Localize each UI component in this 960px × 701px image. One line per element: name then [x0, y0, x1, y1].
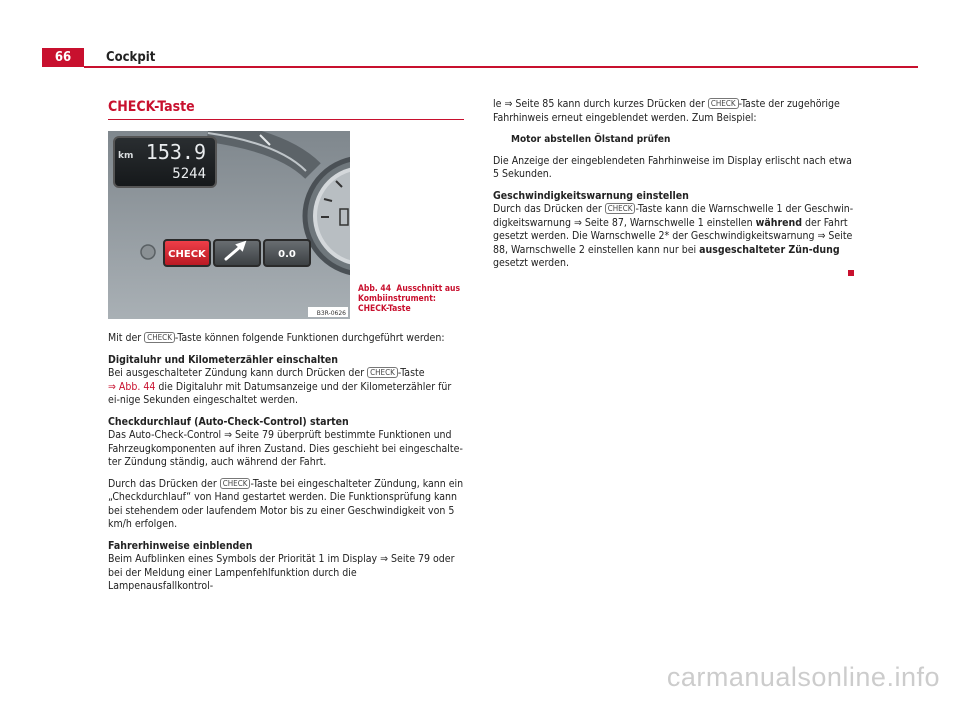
figure-code: B3R-0626: [316, 310, 346, 317]
check-key: CHECK: [605, 203, 636, 214]
subheading-speed-warning: Geschwindigkeitswarnung einstellen: [493, 189, 689, 202]
paragraph-digital-clock: Bei ausgeschalteter Zündung kann durch Drücken der CHECK -Taste ⇒ Abb. 44 die Digitaluhr mit Datumsanzeige und der Kilometerzähler für ei-nige Sekunden eingeschaltet werden.: [108, 367, 452, 406]
check-button-label: CHECK: [168, 249, 206, 260]
instrument-cluster-figure: [108, 131, 350, 319]
trip-reading: 5244: [172, 166, 206, 182]
figure-caption-ref: Abb. 44: [358, 284, 392, 294]
subheading-driver-info: Fahrerhinweise einblenden: [108, 539, 253, 552]
chapter-title: Cockpit: [106, 50, 156, 65]
section-end-marker: [848, 270, 854, 276]
paragraph-recall-info: le ⇒ Seite 85 kann durch kurzes Drücken der CHECK -Taste der zugehörige Fahrhinweis erneut eingeblendet werden. Zum Beispiel:: [493, 98, 840, 124]
paragraph-display-timeout: Die Anzeige der eingeblendeten Fahrhinweise im Display erlischt nach etwa 5 Sekunden.: [493, 154, 852, 180]
check-key: CHECK: [220, 478, 251, 489]
figure-caption: [358, 284, 468, 314]
page-number: 66: [42, 48, 84, 67]
watermark: carmanualsonline.info: [666, 662, 940, 692]
paragraph-manual-check: Durch das Drücken der CHECK -Taste bei eingeschalteter Zündung, kann ein „Checkdurchlauf“ von Hand gestartet werden. Die Funktionsprüfung kann bei stehendem oder laufendem Motor bis zu einer Geschwindigkeit von 5 km/h erfolgen.: [108, 477, 464, 530]
intro-paragraph: Mit der CHECK -Taste können folgende Funktionen durchgeführt werden:: [108, 332, 445, 344]
header-rule: [84, 66, 918, 68]
odometer-reading: 153.9: [145, 140, 206, 164]
check-key: CHECK: [367, 367, 398, 378]
subheading-check-run: Checkdurchlauf (Auto-Check-Control) starten: [108, 415, 349, 428]
right-column: [493, 98, 855, 279]
figure-caption-text: Ausschnitt aus Kombiinstrument: CHECK-Taste: [358, 284, 461, 314]
display-unit: km: [118, 151, 134, 161]
subheading-digital-clock: Digitaluhr und Kilometerzähler einschalten: [108, 353, 338, 366]
paragraph-driver-info: Beim Aufblinken eines Symbols der Priorität 1 im Display ⇒ Seite 79 oder bei der Meldung einer Lampenfehlfunktion durch die Lampenausfallkontrol-: [108, 553, 455, 592]
paragraph-auto-check: Das Auto-Check-Control ⇒ Seite 79 überprüft bestimmte Funktionen und Fahrzeugkomponenten auf ihren Zustand. Dies geschieht bei eingeschalte-ter Zündung ständig, auch während der Fahrt.: [108, 429, 463, 468]
check-key: CHECK: [144, 332, 175, 343]
left-column: [108, 332, 464, 602]
section-title: CHECK-Taste: [108, 99, 195, 115]
example-message: Motor abstellen Ölstand prüfen: [511, 134, 671, 145]
instrument-cluster-illustration: [108, 131, 350, 319]
reset-button-label: 0.0: [278, 249, 296, 260]
section-rule: [108, 119, 464, 120]
figure-link[interactable]: ⇒ Abb. 44: [108, 380, 156, 393]
paragraph-speed-warning: Durch das Drücken der CHECK -Taste kann die Warnschwelle 1 der Geschwin-digkeitswarnung ⇒ Seite 87, Warnschwelle 1 einstellen während der Fahrt gesetzt werden. Die Warnschwelle 2* der Geschwindigkeitswarnung ⇒ Seite 88, Warnschwelle 2 einstellen kann nur bei ausgeschalteter Zün-dung gesetzt werden.: [493, 203, 854, 269]
check-key: CHECK: [708, 98, 739, 109]
